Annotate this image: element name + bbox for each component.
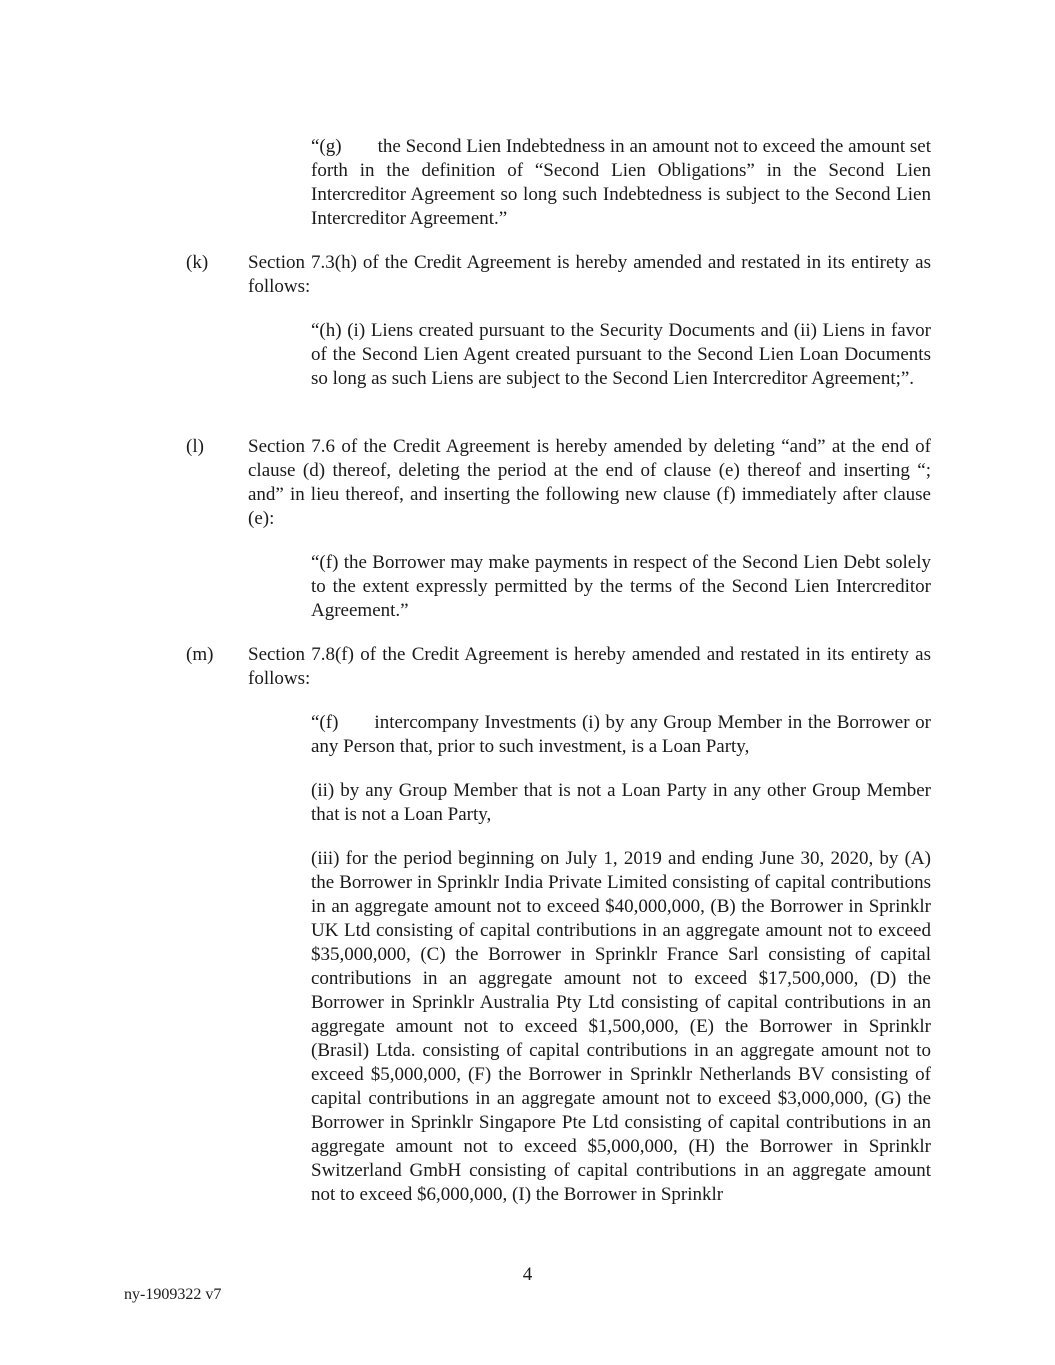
document-id: ny-1909322 v7 <box>124 1286 222 1303</box>
quoted-clause-h <box>311 319 931 391</box>
item-text: Section 7.3(h) of the Credit Agreement is hereby amended and restated in its entirety as follows: <box>248 252 931 297</box>
clause-lead: “(f) <box>311 712 339 733</box>
quoted-subclause-iii <box>311 847 931 1207</box>
quoted-subclause-ii <box>311 779 931 827</box>
clause-text: “(h) (i) Liens created pursuant to the Security Documents and (ii) Liens in favor of the Second Lien Agent created pursuant to the Second Lien Loan Documents so long as such Liens are subject to the Second Lien Intercreditor Agreement;”. <box>311 320 931 389</box>
quoted-clause-f-payments <box>311 551 931 623</box>
clause-text: intercompany Investments (i) by any Group Member in the Borrower or any Person that, prior to such investment, is a Loan Party, <box>311 712 931 757</box>
clause-lead: “(g) <box>311 136 342 157</box>
quoted-clause-g <box>311 135 931 231</box>
item-text: Section 7.6 of the Credit Agreement is hereby amended by deleting “and” at the end of clause (d) thereof, deleting the period at the end of clause (e) thereof and inserting “; and” in lieu thereof, and inserting the following new clause (f) immediately after clause (e): <box>248 436 931 529</box>
item-text: Section 7.8(f) of the Credit Agreement is hereby amended and restated in its entirety as follows: <box>248 644 931 689</box>
page-number: 4 <box>522 1264 533 1285</box>
quoted-clause-f-investments <box>311 711 931 759</box>
clause-text: (iii) for the period beginning on July 1, 2019 and ending June 30, 2020, by (A) the Borrower in Sprinklr India Private Limited consisting of capital contributions in an aggregate amount not to exceed $40,000,000, (B) the Borrower in Sprinklr UK Ltd consisting of capital contributions in an aggregate amount not to exceed $35,000,000, (C) the Borrower in Sprinklr France Sarl consisting of capital contributions in an aggregate amount not to exceed $17,500,000, (D) the Borrower in Sprinklr Australia Pty Ltd consisting of capital contributions in an aggregate amount not to exceed $1,500,000, (E) the Borrower in Sprinklr (Brasil) Ltda. consisting of capital contributions in an aggregate amount not to exceed $5,000,000, (F) the Borrower in Sprinklr Netherlands BV consisting of capital contributions in an aggregate amount not to exceed $3,000,000, (G) the Borrower in Sprinklr Singapore Pte Ltd consisting of capital contributions in an aggregate amount not to exceed $5,000,000, (H) the Borrower in Sprinklr Switzerland GmbH consisting of capital contributions in an aggregate amount not to exceed $6,000,000, (I) the Borrower in Sprinklr <box>311 848 931 1205</box>
item-label: (m) <box>186 644 214 665</box>
clause-text: (ii) by any Group Member that is not a Loan Party in any other Group Member that is not a Loan Party, <box>311 780 931 825</box>
item-label: (k) <box>186 252 209 273</box>
clause-text: the Second Lien Indebtedness in an amount not to exceed the amount set forth in the definition of “Second Lien Obligations” in the Second Lien Intercreditor Agreement so long such Indebtedness is subject to the Second Lien Intercreditor Agreement.” <box>311 136 931 229</box>
item-label: (l) <box>186 436 204 457</box>
clause-text: “(f) the Borrower may make payments in respect of the Second Lien Debt solely to the extent expressly permitted by the terms of the Second Lien Intercreditor Agreement.” <box>311 552 931 621</box>
